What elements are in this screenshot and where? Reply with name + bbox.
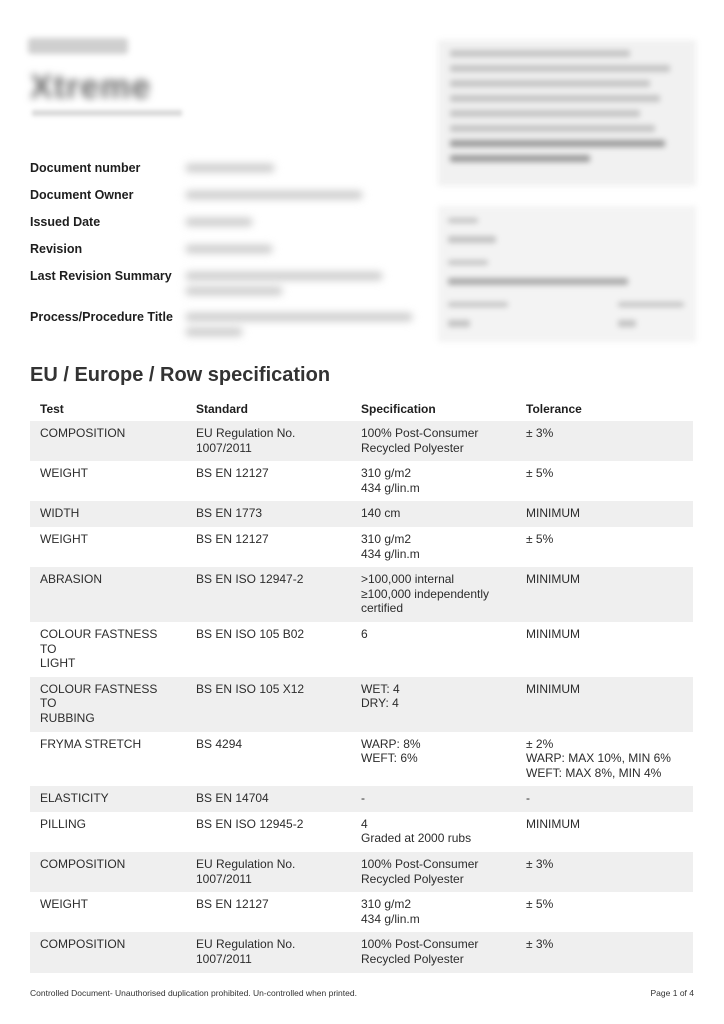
- cell-tolerance: MINIMUM: [516, 501, 693, 527]
- document-metadata: [30, 160, 420, 345]
- cell-specification: -: [351, 786, 516, 812]
- meta-label: Document Owner: [30, 188, 134, 202]
- page-number: Page 1 of 4: [650, 988, 694, 998]
- cell-standard: BS EN 1773: [186, 501, 351, 527]
- cell-test: ELASTICITY: [30, 786, 186, 812]
- meta-value-redacted: [186, 241, 420, 253]
- specification-table: [30, 398, 693, 973]
- cell-tolerance: ± 2% WARP: MAX 10%, MIN 6% WEFT: MAX 8%, MIN 4%: [526, 736, 671, 780]
- meta-value-redacted: [186, 160, 420, 172]
- cell-specification: 100% Post-Consumer Recycled Polyester: [351, 852, 516, 892]
- meta-row-last-revision-summary: [30, 268, 420, 309]
- cell-standard: BS EN 12127: [196, 466, 269, 481]
- section-title: EU / Europe / Row specification: [30, 364, 331, 386]
- company-logo: [28, 38, 128, 54]
- meta-label: Process/Procedure Title: [30, 310, 173, 324]
- table-row: [30, 892, 693, 932]
- cell-standard: BS EN 12127: [196, 531, 269, 546]
- cell-test: COMPOSITION: [30, 932, 186, 972]
- table-row: [30, 461, 693, 501]
- cell-standard: BS EN ISO 105 X12: [186, 677, 351, 732]
- cell-standard: EU Regulation No. 1007/2011: [186, 932, 351, 972]
- cell-test: WEIGHT: [40, 531, 88, 546]
- cell-standard: BS EN ISO 105 B02: [196, 626, 305, 641]
- cell-specification: 4 Graded at 2000 rubs: [361, 816, 472, 846]
- cell-tolerance: MINIMUM: [516, 677, 693, 732]
- cell-test: WEIGHT: [40, 466, 88, 481]
- cell-tolerance: MINIMUM: [526, 626, 580, 641]
- meta-value-redacted: [186, 187, 420, 199]
- meta-value-redacted: [186, 268, 420, 295]
- cell-specification: 310 g/m2 434 g/lin.m: [361, 531, 420, 561]
- cell-tolerance: ± 5%: [526, 897, 554, 912]
- cell-standard: EU Regulation No. 1007/2011: [186, 421, 351, 461]
- column-header-test: Test: [40, 402, 64, 416]
- document-brand-title: Xtreme: [30, 68, 152, 106]
- meta-row-document-owner: [30, 187, 420, 214]
- cell-test: WEIGHT: [40, 897, 88, 912]
- table-row: [30, 421, 693, 461]
- cell-test: COMPOSITION: [30, 852, 186, 892]
- meta-row-process-title: [30, 309, 420, 345]
- cell-standard: BS EN ISO 12947-2: [186, 567, 351, 622]
- meta-label: Last Revision Summary: [30, 269, 172, 283]
- brand-subtitle-redacted: [32, 110, 182, 116]
- cell-tolerance: -: [516, 786, 693, 812]
- cell-standard: BS EN 14704: [186, 786, 351, 812]
- product-info-box-redacted: [438, 206, 696, 342]
- column-header-specification: Specification: [361, 402, 436, 416]
- cell-test: ABRASION: [30, 567, 186, 622]
- meta-row-revision: [30, 241, 420, 261]
- notice-box-redacted: [438, 40, 696, 186]
- meta-value-redacted: [186, 214, 420, 226]
- cell-standard: EU Regulation No. 1007/2011: [186, 852, 351, 892]
- table-row: [30, 732, 693, 787]
- meta-label: Issued Date: [30, 215, 101, 229]
- column-header-standard: Standard: [196, 402, 249, 416]
- meta-label: Document number: [30, 161, 141, 175]
- table-row: [30, 932, 693, 972]
- cell-specification: 100% Post-Consumer Recycled Polyester: [351, 932, 516, 972]
- cell-tolerance: ± 3%: [516, 932, 693, 972]
- cell-test: COLOUR FASTNESS TO LIGHT: [40, 626, 158, 671]
- column-header-tolerance: Tolerance: [526, 402, 582, 416]
- table-row: [30, 786, 693, 812]
- table-header-row: [30, 398, 693, 421]
- cell-tolerance: MINIMUM: [516, 567, 693, 622]
- meta-row-issued-date: [30, 214, 420, 241]
- footer-disclaimer: Controlled Document- Unauthorised duplication prohibited. Un-controlled when printed.: [30, 988, 357, 998]
- cell-specification: 140 cm: [351, 501, 516, 527]
- table-row: [30, 622, 693, 677]
- cell-specification: 310 g/m2 434 g/lin.m: [361, 897, 420, 926]
- cell-tolerance: ± 3%: [516, 852, 693, 892]
- cell-standard: BS EN ISO 12945-2: [196, 816, 304, 831]
- cell-specification: WET: 4 DRY: 4: [351, 677, 516, 732]
- meta-row-document-number: [30, 160, 420, 187]
- cell-test: FRYMA STRETCH: [40, 736, 142, 751]
- cell-tolerance: ± 3%: [516, 421, 693, 461]
- cell-tolerance: ± 5%: [526, 466, 554, 481]
- table-row: [30, 527, 693, 567]
- cell-specification: WARP: 8% WEFT: 6%: [361, 736, 421, 766]
- cell-specification: 310 g/m2 434 g/lin.m: [361, 466, 420, 495]
- cell-tolerance: ± 5%: [526, 531, 554, 546]
- table-row: [30, 677, 693, 732]
- table-row: [30, 812, 693, 852]
- cell-specification: >100,000 internal ≥100,000 independently certified: [351, 567, 516, 622]
- cell-test: WIDTH: [30, 501, 186, 527]
- cell-standard: BS EN 12127: [196, 897, 269, 912]
- meta-value-redacted: [186, 309, 420, 336]
- cell-specification: 100% Post-Consumer Recycled Polyester: [351, 421, 516, 461]
- table-row: [30, 852, 693, 892]
- table-row: [30, 567, 693, 622]
- table-row: [30, 501, 693, 527]
- cell-specification: 6: [361, 626, 368, 641]
- cell-test: PILLING: [40, 816, 87, 831]
- cell-standard: BS 4294: [196, 736, 243, 751]
- cell-tolerance: MINIMUM: [526, 816, 580, 831]
- cell-test: COMPOSITION: [30, 421, 186, 461]
- cell-test: COLOUR FASTNESS TO RUBBING: [30, 677, 186, 732]
- meta-label: Revision: [30, 242, 83, 256]
